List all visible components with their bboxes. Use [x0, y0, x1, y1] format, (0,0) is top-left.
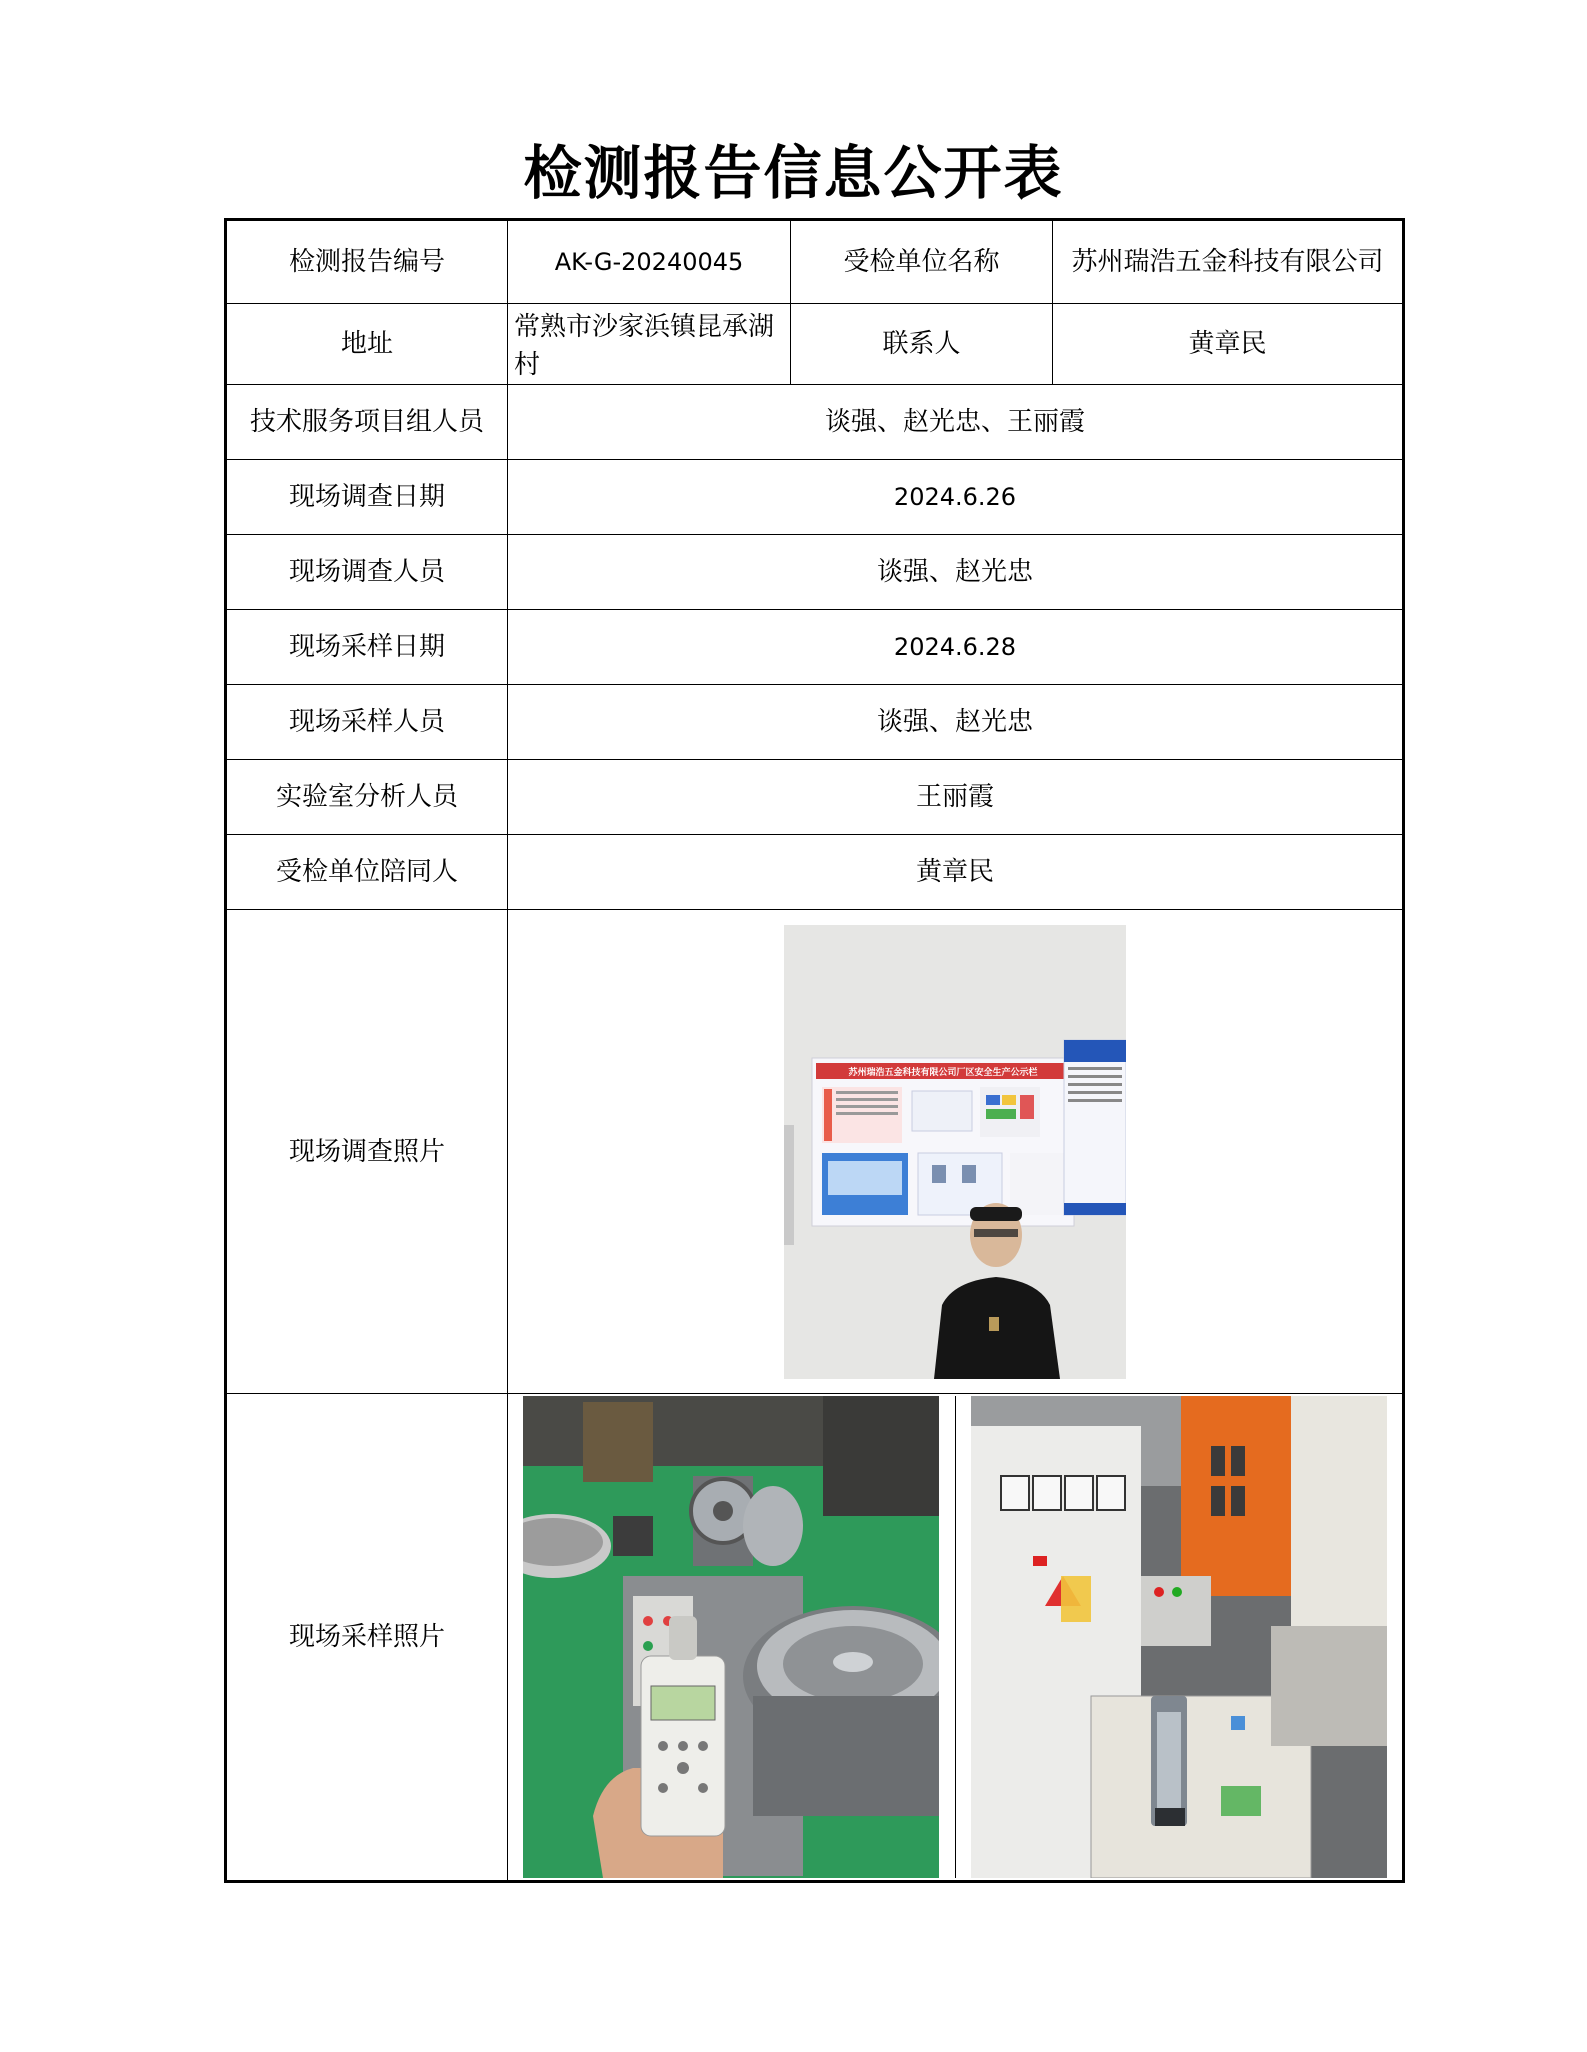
sampling-photo-right-wrap — [956, 1396, 1403, 1878]
team-label: 技术服务项目组人员 — [226, 385, 508, 460]
unit-name-label: 受检单位名称 — [791, 220, 1053, 304]
table-row — [226, 460, 1404, 535]
table-row — [226, 220, 1404, 304]
sampling-photo-cell — [508, 1394, 1404, 1882]
survey-staff-label: 现场调查人员 — [226, 535, 508, 610]
escort-value: 黄章民 — [508, 835, 1404, 910]
sampling-photo-left — [523, 1396, 939, 1878]
board-heading: 苏州瑞浩五金科技有限公司厂区安全生产公示栏 — [848, 1067, 1038, 1078]
report-no-value: AK-G-20240045 — [508, 220, 791, 304]
survey-date-label: 现场调查日期 — [226, 460, 508, 535]
table-row — [226, 685, 1404, 760]
sampling-date-value: 2024.6.28 — [508, 610, 1404, 685]
table-row — [226, 835, 1404, 910]
address-value: 常熟市沙家浜镇昆承湖村 — [508, 304, 791, 385]
table-row — [226, 385, 1404, 460]
table-row — [226, 535, 1404, 610]
address-label: 地址 — [226, 304, 508, 385]
unit-name-value: 苏州瑞浩五金科技有限公司 — [1053, 220, 1404, 304]
contact-label: 联系人 — [791, 304, 1053, 385]
sampling-photo-left-wrap — [508, 1396, 956, 1878]
lab-staff-label: 实验室分析人员 — [226, 760, 508, 835]
survey-staff-value: 谈强、赵光忠 — [508, 535, 1404, 610]
survey-photo — [784, 925, 1126, 1379]
table-row — [226, 760, 1404, 835]
table-row — [226, 910, 1404, 1394]
table-row — [226, 1394, 1404, 1882]
sampling-staff-value: 谈强、赵光忠 — [508, 685, 1404, 760]
table-row — [226, 304, 1404, 385]
lab-staff-value: 王丽霞 — [508, 760, 1404, 835]
team-value: 谈强、赵光忠、王丽霞 — [508, 385, 1404, 460]
table-row — [226, 610, 1404, 685]
sampling-date-label: 现场采样日期 — [226, 610, 508, 685]
survey-photo-cell — [508, 910, 1404, 1394]
contact-value: 黄章民 — [1053, 304, 1404, 385]
sampling-photo-label: 现场采样照片 — [226, 1394, 508, 1882]
page-title: 检测报告信息公开表 — [523, 139, 1064, 207]
report-no-label: 检测报告编号 — [226, 220, 508, 304]
sampling-photo-right — [971, 1396, 1387, 1878]
survey-photo-label: 现场调查照片 — [226, 910, 508, 1394]
escort-label: 受检单位陪同人 — [226, 835, 508, 910]
survey-date-value: 2024.6.26 — [508, 460, 1404, 535]
report-table — [224, 218, 1405, 1883]
sampling-staff-label: 现场采样人员 — [226, 685, 508, 760]
